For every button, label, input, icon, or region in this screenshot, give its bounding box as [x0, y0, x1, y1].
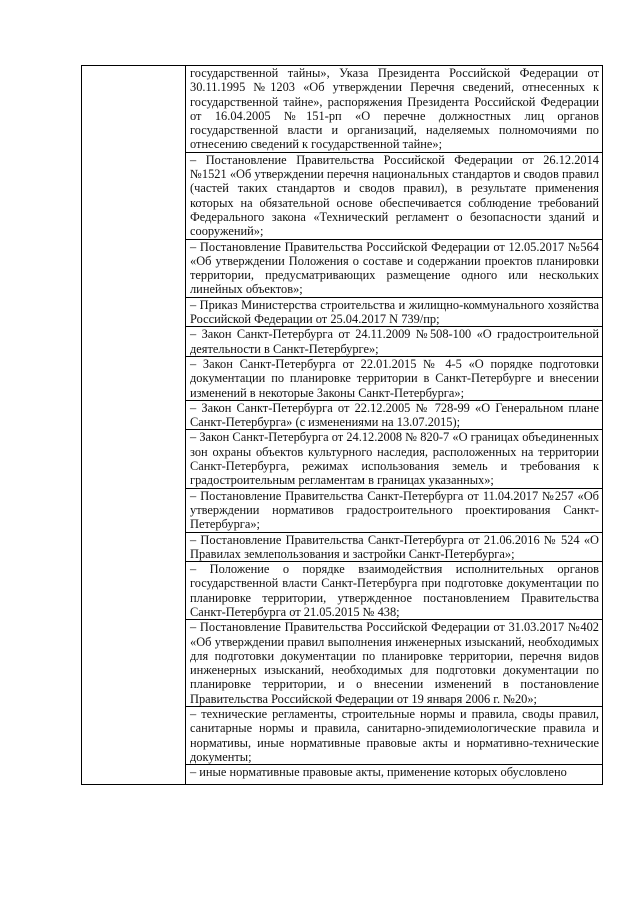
paragraph-item: – Закон Санкт-Петербурга от 22.01.2015 № 4-5 «О порядке подготовки документации по планировке территории в Санкт-Петербурге и внесении изменений в некоторые Законы Санкт-Петербурга»; [186, 356, 602, 400]
paragraph-item: – Постановление Правительства Санкт-Петербурга от 11.04.2017 №257 «Об утверждении нормативов градостроительного проектирования Санкт-Петербурга»; [186, 488, 602, 532]
paragraph-item: – Положение о порядке взаимодействия исполнительных органов государственной власти Санкт-Петербурга при подготовке документации по планировке территории, утвержденное постановлением Правительства Санкт-Петербурга от 21.05.2015 № 438; [186, 561, 602, 619]
paragraph-item: – Закон Санкт-Петербурга от 24.12.2008 № 820-7 «О границах объединенных зон охраны объектов культурного наследия, расположенных на территории Санкт-Петербурга, режимах использования земель и требования к градостроительным регламентам в границах указанных»; [186, 429, 602, 487]
paragraph-item: – технические регламенты, строительные нормы и правила, своды правил, санитарные нормы и правила, санитарно-эпидемиологические правила и нормативы, иные нормативные правовые акты и нормативно-технические документы; [186, 706, 602, 764]
paragraph-continuation: государственной тайны», Указа Президента Российской Федерации от 30.11.1995 №1203 «Об утверждении Перечня сведений, отнесенных к государственной тайне», распоряжения Президента Российской Федерации от 16.04.2005 №151-рп «О перечне должностных лиц органов государственной власти и организаций, наделяемых полномочиями по отнесению сведений к государственной тайне»; [190, 66, 599, 152]
paragraph-item: – иные нормативные правовые акты, применение которых обусловлено [186, 764, 602, 779]
paragraph-item: – Постановление Правительства Российской Федерации от 26.12.2014 №1521 «Об утверждении перечня национальных стандартов и сводов правил (частей таких стандартов и сводов правил), в результате применения которых на обязательной основе обеспечивается соблюдение требований Федерального закона «Технический регламент о безопасности зданий и сооружений»; [186, 152, 602, 239]
paragraph-item: – Закон Санкт-Петербурга от 24.11.2009 №508-100 «О градостроительной деятельности в Санкт-Петербурге»; [186, 326, 602, 356]
cell-bottom-padding [186, 780, 602, 784]
left-column-cell [82, 66, 186, 785]
paragraph-item: – Приказ Министерства строительства и жилищно-коммунального хозяйства Российской Федерации от 25.04.2017 N 739/пр; [186, 297, 602, 327]
table-row [82, 66, 603, 785]
requirements-table [81, 65, 603, 785]
paragraph-item: – Постановление Правительства Российской Федерации от 12.05.2017 №564 «Об утверждении Положения о составе и содержании проектов планировки территории, предусматривающих размещение одного или нескольких линейных объектов»; [186, 239, 602, 297]
paragraph-item: – Постановление Правительства Российской Федерации от 31.03.2017 №402 «Об утверждении правил выполнения инженерных изысканий, необходимых для подготовки документации по планировке территории, перечня видов инженерных изысканий, необходимых для подготовки документации по планировке территории, и о внесении изменений в постановление Правительства Российской Федерации от 19 января 2006 г. №20»; [186, 619, 602, 706]
right-column-cell [186, 66, 603, 785]
paragraph-item: – Постановление Правительства Санкт-Петербурга от 21.06.2016 № 524 «О Правилах землепользования и застройки Санкт-Петербурга»; [186, 532, 602, 562]
paragraph-item: – Закон Санкт-Петербурга от 22.12.2005 № 728-99 «О Генеральном плане Санкт-Петербурга» (с изменениями на 13.07.2015); [186, 400, 602, 430]
